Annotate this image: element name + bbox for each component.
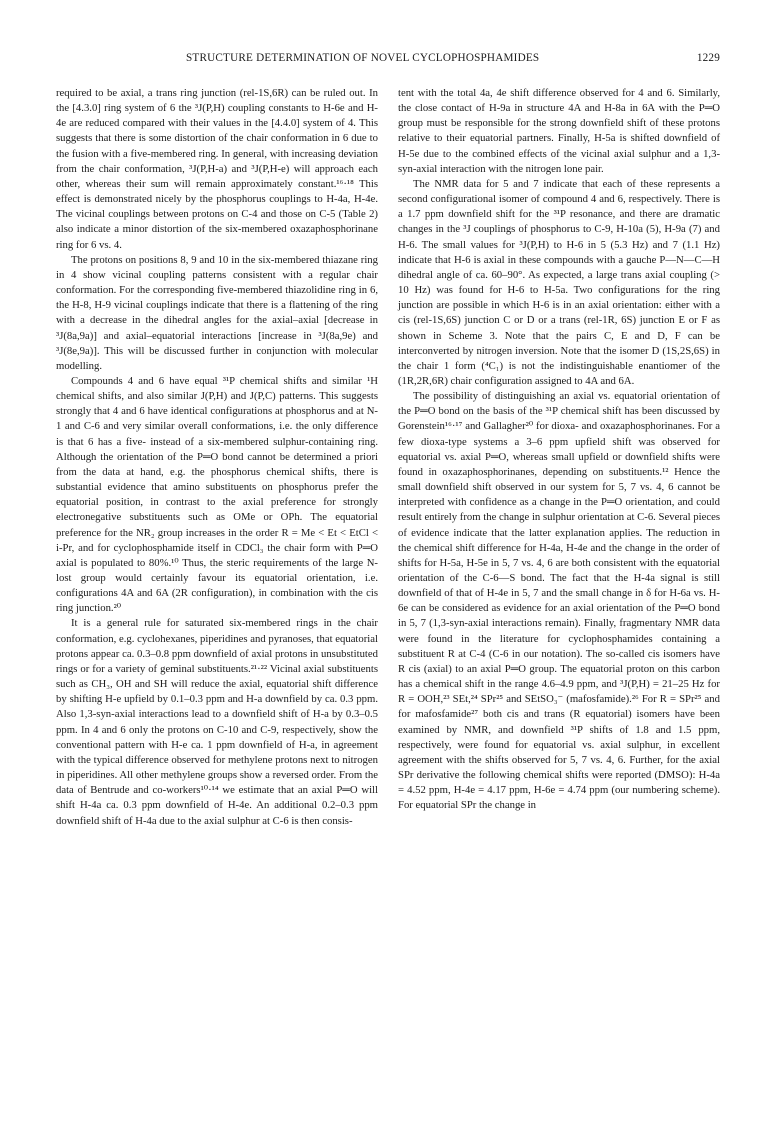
paragraph: The NMR data for 5 and 7 indicate that each of these represents a second configurational isomer of compound 4 and 6, respectively. There is a 1.7 ppm downfield shift for the ³¹P resonance, and there are dramatic changes in the ³J couplings of phosphorus to C-9, H-10a (5), H-9a (7) and H-6. The small values for ³J(P,H) to H-6 in 5 (5.3 Hz) and 7 (1.1 Hz) indicate that H-6 is axial in these compounds with a gauche P—N—C—H dihedral angle of ca. 60–90°. As expected, a large trans axial coupling (> 10 Hz) was found for H-6 to H-5a. Two configurations for the ring junction are possible in which H-6 is in an axial orientation: either with a cis (rel-1S,6S) junction C or D or a trans (rel-1R, 6S) junction E or F as shown in Scheme 3. Note that the pairs C, E and D, F can be interconverted by nitrogen inversion. Note that the isomer D (1S,2S,6S) in the chair 1 form (⁴C₁) is not the indistinguishable enantiomer of the (1R,2R,6R) chair configuration assigned to 4A and 6A.	[398, 177, 720, 387]
running-title: STRUCTURE DETERMINATION OF NOVEL CYCLOPHOSPHAMIDES	[186, 52, 540, 64]
paragraph: tent with the total 4a, 4e shift difference observed for 4 and 6. Similarly, the close contact of H-9a in structure 4A and H-8a in 6A with the P═O group must be responsible for the strong downfield shift of these protons relative to their equatorial partners. Finally, H-5a is shifted downfield of H-5e due to the combined effects of the vicinal axial sulphur and a 1,3-syn-axial interaction with the nitrogen lone pair.	[398, 87, 720, 175]
left-column	[56, 86, 378, 829]
paragraph: The protons on positions 8, 9 and 10 in the six-membered thiazane ring in 4 show vicinal coupling patterns consistent with a regular chair conformation. For the corresponding five-membered thiazolidine ring in 6, the H-8, H-9 vicinal couplings indicate that there is a flattening of the ring with a decrease in the dihedral angles for the axial–axial [decrease in ³J(8a,9a)] and axial–equatorial interactions [increase in ³J(8a,9e) and ³J(8e,9a)]. This will be discussed further in conjunction with molecular modelling.	[56, 253, 378, 372]
paragraph: It is a general rule for saturated six-membered rings in the chair conformation, e.g. cyclohexanes, piperidines and pyranoses, that equatorial protons appear ca. 0.3–0.8 ppm downfield of axial protons in unsubstituted rings or for a variety of geminal substituents.²¹·²² Vicinal axial substituents such as CH₃, OH and SH will reduce the axial, equatorial shift difference by shifting H-e upfield by 0.1–0.3 ppm and H-a downfield by ca. 0.3 ppm. Also 1,3-syn-axial interactions lead to a downfield shift of H-a by 0.3–0.5 ppm. In 4 and 6 only the protons on C-10 and C-9, respectively, show the conventional pattern with H-e ca. 1 ppm downfield of H-a, in agreement with the typical difference observed for methylene protons next to nitrogen in piperidines. All other methylene groups show a reversed order. From the data of Bentrude and co-workers¹⁰·¹⁴ we estimate that an axial P═O will shift H-4a ca. 0.3 ppm downfield of H-4e. An additional 0.2–0.3 ppm downfield shift of H-4a due to the axial sulphur at C-6 is then consis-	[56, 617, 378, 827]
paragraph: The possibility of distinguishing an axial vs. equatorial orientation of the P═O bond on the basis of the ³¹P chemical shift has been discussed by Gorenstein¹⁶·¹⁷ and Gallagher²⁰ for dioxa- and oxazaphosphorinanes. For a few dioxa-type systems a 3–6 ppm upfield shift was observed for equatorial vs. axial P═O, whereas small upfield or downfield shifts were found in oxazaphosphorinanes, depending on substituents.¹² Hence the small downfield shift observed in our system for 5, 7 vs. 4, 6 cannot be interpreted with confidence as a change in the P═O orientation, and could result entirely from the change in sulphur orientation at C-6. Several pieces of evidence indicate that the latter explanation applies. The reduction in the chemical shift difference for H-4a, H-4e and the change in the order of shifts for H-5a, H-5e in 5, 7 vs. 4, 6 are both consistent with the equatorial orientation of the C-6—S bond. The fact that the H-4a signal is still downfield of that of H-4e in 5, 7 and the small change in δ for H-6a vs. H-6e can be considered as evidence for an axial orientation of the P═O bond in 5, 7 (1,3-syn-axial interactions remain). Finally, fragmentary NMR data were found in the literature for cyclophosphamides containing a substituent R at C-4 (C-6 in our notation). The so-called cis isomers have R cis (axial) to an axial P═O group. The equatorial proton on this carbon has a chemical shift in the range 4.6–4.9 ppm, and ³J(P,H) = 21–25 Hz for R = OOH,²³ SEt,²⁴ SPr²⁵ and SEtSO₃⁻ (mafosfamide).²⁶ For R = SPr²⁵ and for mafosfamide²⁷ both cis and trans (R equatorial) isomers have been examined by NMR, and downfield ³¹P shifts of 1.8 and 1.5 ppm, respectively, were found for equatorial vs. axial sulphur, in excellent agreement with the shifts observed for 5, 7 vs. 4, 6. Further, for the axial SPr derivative the following chemical shifts were reported (DMSO): H-4a = 4.52 ppm, H-4e = 4.17 ppm, H-6e = 4.74 ppm (our numbering scheme). For equatorial SPr the change in	[398, 390, 720, 812]
running-head	[56, 52, 720, 68]
right-column	[398, 86, 720, 814]
paragraph: required to be axial, a trans ring junction (rel-1S,6R) can be ruled out. In the [4.3.0] ring system of 6 the ³J(P,H) coupling constants to H-6e and H-4e are reduced compared with their values in the [4.4.0] system of 4. This suggests that there is some distortion of the chair conformation in 6 due to the fusion with a five-membered ring. In general, with increasing deviation from the chair conformation, ³J(P,H-a) and ³J(P,H-e) will approach each other, whereas their sum will remain approximately constant.¹⁶·¹⁸ This effect is demonstrated nicely by the phosphorus couplings to H-4a, H-4e. The vicinal couplings between protons on C-4 and those on C-5 (Table 2) also indicate a minor distortion of the six-membered oxazaphosphorinane ring for 6 vs. 4.	[56, 87, 378, 251]
page-number: 1229	[696, 52, 720, 64]
paragraph: Compounds 4 and 6 have equal ³¹P chemical shifts and similar ¹H chemical shifts, and also similar J(P,H) and J(P,C) patterns. This suggests strongly that 4 and 6 have identical configurations at phosphorus and at N-1 and C-6 and very similar overall conformations, i.e. the only difference is that 6 has a five- instead of a six-membered sulphur-containing ring. Although the orientation of the P═O bond cannot be determined a priori from the data at hand, e.g. the phosphorus chemical shifts, there is substantial evidence that amino substituents on phosphorus prefer the equatorial position, in contrast to the axial preference for strongly electronegative substituents such as OMe or OPh. The equatorial preference for the NR₂ group increases in the order R = Me < Et < EtCl < i-Pr, and for cyclophosphamide itself in CDCl₃ the chair form with P═O axial is populated to 80%.¹⁰ Thus, the steric requirements of the large N-lost group would certainly favour its equatorial orientation, i.e. configurations 4A and 6A (2R configuration), in combination with the cis ring junction.²⁰	[56, 374, 378, 615]
